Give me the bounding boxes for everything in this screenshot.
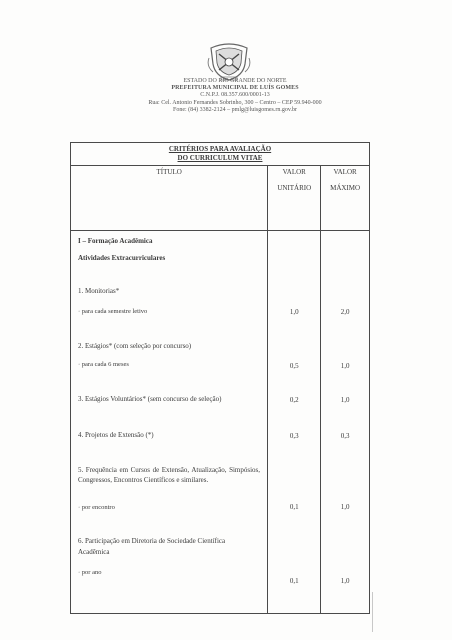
item-1-sub: · para cada semestre letivo: [78, 308, 148, 315]
valor-unitario-column: [268, 231, 321, 614]
item-6-sub: · por ano: [78, 569, 102, 576]
item-3-unit: 0,2: [289, 396, 299, 404]
header-titulo-cell: [71, 166, 268, 231]
valor-maximo-column: [321, 231, 370, 614]
header-valor-unitario-l1: VALOR: [282, 168, 306, 176]
item-1-unit: 1,0: [289, 308, 299, 316]
section-heading: I – Formação Acadêmica: [78, 237, 153, 245]
header-valor-unitario-l2: UNITÁRIO: [277, 184, 312, 192]
header-titulo: TÍTULO: [156, 168, 182, 176]
letterhead-prefeitura: PREFEITURA MUNICIPAL DE LUÍS GOMES: [171, 85, 299, 92]
item-5-sub: · por encontro: [78, 504, 115, 511]
item-5-max: 1,0: [340, 503, 350, 511]
item-6-max: 1,0: [340, 577, 350, 585]
item-4-label: 4. Projetos de Extensão (*): [78, 431, 154, 439]
letterhead: [100, 78, 370, 114]
titles-column: [71, 231, 268, 614]
header-valor-maximo-l1: VALOR: [333, 168, 357, 176]
header-valor-maximo-cell: [321, 166, 370, 231]
criteria-table: [70, 142, 370, 614]
item-3-label: 3. Estágios Voluntários* (sem concurso de seleção): [78, 395, 222, 403]
item-5-label: 5. Frequência em Cursos de Extensão, Atualização, Simpósios, Congressos, Encontros Científicos e similares.: [78, 466, 260, 484]
item-4-max: 0,3: [340, 432, 350, 440]
item-2-label: 2. Estágios* (com seleção por concurso): [78, 342, 192, 350]
item-2-max: 1,0: [340, 362, 350, 370]
item-2-sub: · para cada 6 meses: [78, 361, 129, 368]
item-5-unit: 0,1: [289, 503, 299, 511]
letterhead-cnpj: C.N.P.J. 08.357.600/0001-13: [200, 92, 270, 99]
item-1-max: 2,0: [340, 308, 350, 316]
header-valor-unitario-cell: [268, 166, 321, 231]
item-4-unit: 0,3: [289, 432, 299, 440]
letterhead-address: Rua: Cel. Antonio Fernandes Sobrinho, 300 – Centro – CEP 59.940-000: [148, 99, 322, 106]
item-6-label-line2: Acadêmica: [78, 548, 110, 556]
letterhead-state: ESTADO DO RIO GRANDE DO NORTE: [183, 78, 287, 84]
table-title-line1: CRITÉRIOS PARA AVALIAÇÃO: [168, 145, 272, 153]
header-valor-maximo-l2: MÁXIMO: [330, 184, 361, 192]
letterhead-contact: Fone: (84) 3382-2124 – pmlg@luisgomes.rn.gov.br: [173, 106, 297, 113]
item-3-max: 1,0: [340, 396, 350, 404]
municipal-crest-logo: [207, 42, 251, 82]
item-6-label-line1: 6. Participação em Diretoria de Sociedade Científica: [78, 537, 226, 545]
table-title-line2: DO CURRICULUM VITAE: [177, 154, 263, 162]
table-title-cell: [71, 143, 370, 166]
scan-edge-mark: [372, 592, 373, 632]
item-1-label: 1. Monitorias*: [78, 287, 120, 295]
item-2-unit: 0,5: [289, 362, 299, 370]
item-6-unit: 0,1: [289, 577, 299, 585]
subsection-heading: Atividades Extracurriculares: [78, 254, 166, 262]
